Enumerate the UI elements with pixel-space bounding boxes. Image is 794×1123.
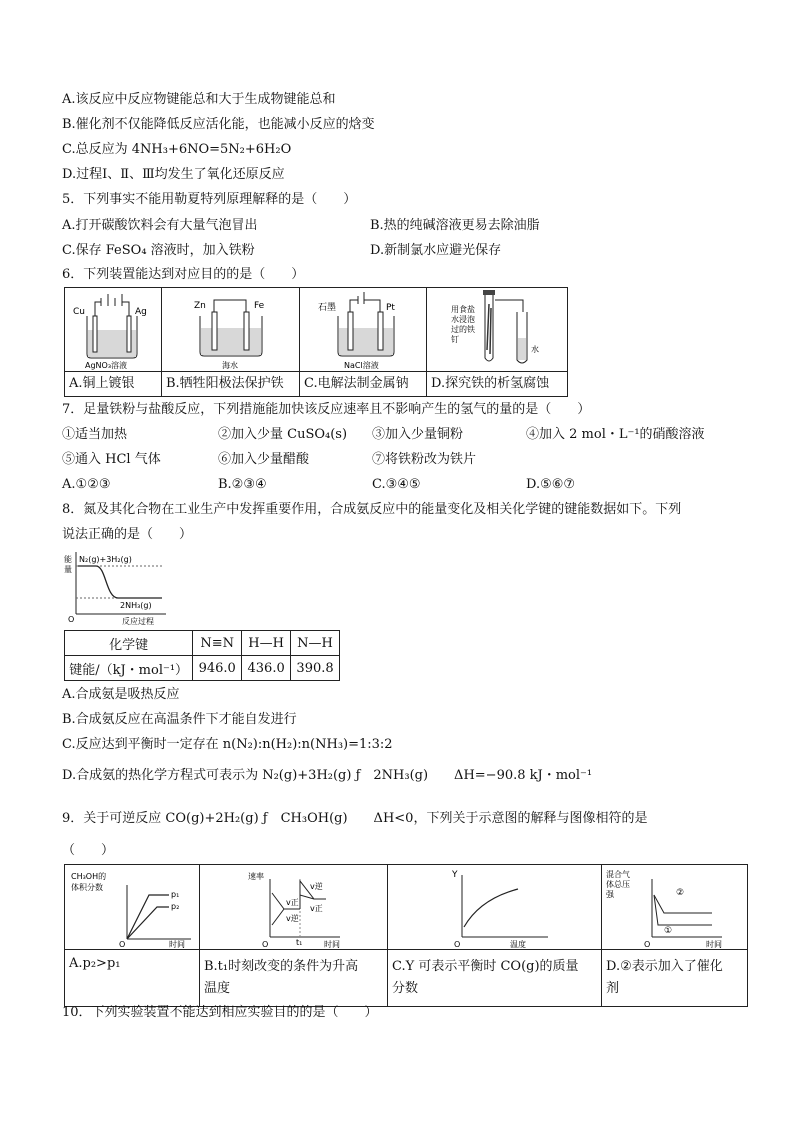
origin-label: O bbox=[454, 940, 461, 949]
time-axis-label: 时间 bbox=[706, 940, 722, 949]
q7-option-a: A.①②③ bbox=[62, 477, 111, 492]
q7-item-1: ①适当加热 bbox=[62, 427, 128, 442]
y-axis-label: Y bbox=[452, 870, 458, 880]
bond-nn: N≡N bbox=[193, 631, 242, 656]
pressure-axis-label-2: 体总压 bbox=[606, 880, 630, 889]
q6-stem: 6．下列装置能达到对应目的的是（ ） bbox=[62, 267, 305, 282]
product-label: 2NH₃(g) bbox=[120, 601, 152, 610]
q7-item-6: ⑥加入少量醋酸 bbox=[218, 452, 310, 467]
p1-label: p₁ bbox=[171, 890, 180, 899]
rate-time-graph bbox=[200, 865, 387, 949]
q6-figure-a bbox=[65, 288, 162, 372]
seawater-label: 海水 bbox=[222, 361, 238, 370]
bond-energy-table bbox=[64, 630, 340, 681]
q9-option-b bbox=[200, 950, 388, 1007]
pressure-axis-label-3: 强 bbox=[606, 890, 614, 899]
q8-option-d: D.合成氨的热化学方程式可表示为 N₂(g)+3H₂(g) ƒ 2NH₃(g) ΔH=−90.8 kJ・mol⁻¹ bbox=[62, 768, 593, 783]
v-reverse-label-2: v逆 bbox=[310, 882, 323, 891]
corrosion-test-figure bbox=[427, 288, 567, 371]
salt-water-label-2: 水浸泡 bbox=[451, 315, 475, 324]
q9-option-c-line1: C.Y 可表示平衡时 CO(g)的质量 bbox=[392, 959, 579, 974]
q4-option-d: D.过程Ⅰ、Ⅱ、Ⅲ均发生了氧化还原反应 bbox=[62, 167, 285, 182]
rate-axis-label: 速率 bbox=[248, 872, 264, 881]
q4-option-c: C.总反应为 4NH₃+6NO=5N₂+6H₂O bbox=[62, 142, 292, 157]
salt-water-label-4: 钉 bbox=[451, 335, 459, 344]
q8-option-c: C.反应达到平衡时一定存在 n(N₂):n(H₂):n(NH₃)=1:3:2 bbox=[62, 737, 393, 752]
v-forward-label-1: v正 bbox=[286, 898, 299, 907]
q9-graph-d bbox=[602, 865, 748, 950]
ch3oh-axis-label-1: CH₃OH的 bbox=[71, 872, 107, 881]
q9-option-a: A.p₂>p₁ bbox=[65, 950, 200, 1007]
q6-option-b: B.牺牲阳极法保护铁 bbox=[162, 372, 300, 397]
pressure-time-graph bbox=[602, 865, 747, 949]
q9-stem-line1: 9．关于可逆反应 CO(g)+2H₂(g) ƒ CH₃OH(g) ΔH<0，下列关于示意图的解释与图像相符的是 bbox=[62, 811, 648, 826]
reaction-axis-label: 反应过程 bbox=[122, 617, 154, 626]
q7-option-b: B.②③④ bbox=[218, 477, 267, 492]
temperature-axis-label: 温度 bbox=[510, 940, 526, 949]
v-reverse-label-1: v逆 bbox=[286, 914, 299, 923]
water-label: 水 bbox=[531, 345, 539, 354]
q5-option-a: A.打开碳酸饮料会有大量气泡冒出 bbox=[62, 218, 258, 233]
q5-stem: 5．下列事实不能用勒夏特列原理解释的是（ ） bbox=[62, 192, 357, 207]
q8-option-a: A.合成氨是吸热反应 bbox=[62, 687, 180, 702]
q6-option-d: D.探究铁的析氢腐蚀 bbox=[427, 372, 568, 397]
q5-option-b: B.热的纯碱溶液更易去除油脂 bbox=[370, 218, 540, 233]
salt-water-label-1: 用食盐 bbox=[451, 305, 475, 314]
origin-label: O bbox=[119, 940, 126, 949]
origin-label: O bbox=[68, 615, 75, 624]
q9-option-c bbox=[388, 950, 602, 1007]
q7-item-2: ②加入少量 CuSO₄(s) bbox=[218, 427, 348, 442]
q9-graph-c bbox=[388, 865, 602, 950]
q8-option-b: B.合成氨反应在高温条件下才能自发进行 bbox=[62, 712, 297, 727]
q6-figure-d bbox=[427, 288, 568, 372]
q9-graph-b bbox=[200, 865, 388, 950]
q5-option-c: C.保存 FeSO₄ 溶液时，加入铁粉 bbox=[62, 243, 255, 258]
q9-option-c-line2: 分数 bbox=[392, 981, 419, 996]
q6-apparatus-table bbox=[64, 287, 568, 397]
q9-option-d bbox=[602, 950, 748, 1007]
nacl-label: NaCl溶液 bbox=[344, 361, 379, 370]
energy-hh: 436.0 bbox=[242, 656, 291, 681]
q6-figure-c bbox=[300, 288, 427, 372]
q4-option-b: B.催化剂不仅能降低反应活化能，也能减小反应的焓变 bbox=[62, 117, 375, 132]
bond-nh: N—H bbox=[291, 631, 340, 656]
q9-graph-table bbox=[64, 864, 748, 1007]
q10-stem: 10．下列实验装置不能达到相应实验目的的是（ ） bbox=[62, 1005, 378, 1020]
ag-label: Ag bbox=[135, 307, 147, 317]
energy-nh: 390.8 bbox=[291, 656, 340, 681]
salt-water-label-3: 过的铁 bbox=[451, 325, 475, 334]
energy-nn: 946.0 bbox=[193, 656, 242, 681]
origin-label: O bbox=[262, 940, 269, 949]
graphite-label: 石墨 bbox=[318, 303, 337, 313]
zn-label: Zn bbox=[194, 301, 206, 311]
pt-label: Pt bbox=[386, 303, 395, 313]
q7-option-d: D.⑤⑥⑦ bbox=[526, 477, 576, 492]
q9-option-d-line2: 剂 bbox=[606, 981, 620, 996]
q9-option-d-line1: D.②表示加入了催化 bbox=[606, 959, 723, 974]
q9-stem-line2: （ ） bbox=[62, 843, 115, 858]
pressure-axis-label-1: 混合气 bbox=[606, 870, 630, 879]
q9-option-b-line1: B.t₁时刻改变的条件为升高 bbox=[204, 959, 359, 974]
energy-header: 键能/（kJ・mol⁻¹） bbox=[65, 656, 193, 681]
q8-stem-line1: 8．氮及其化合物在工业生产中发挥重要作用，合成氨反应中的能量变化及相关化学键的键能数据如下。下列 bbox=[62, 502, 682, 517]
agno3-label: AgNO₃溶液 bbox=[85, 361, 128, 370]
q6-figure-b bbox=[162, 288, 300, 372]
origin-label: O bbox=[644, 940, 651, 949]
q6-option-a: A.铜上镀银 bbox=[65, 372, 162, 397]
energy-axis-label-2: 量 bbox=[64, 565, 72, 574]
q7-stem: 7．足量铁粉与盐酸反应，下列措施能加快该反应速率且不影响产生的氢气的量的是（ ） bbox=[62, 402, 591, 417]
t1-label: t₁ bbox=[296, 938, 303, 947]
q4-option-a: A.该反应中反应物键能总和大于生成物键能总和 bbox=[62, 92, 336, 107]
volume-fraction-graph bbox=[65, 865, 199, 949]
cu-label: Cu bbox=[73, 307, 85, 317]
q5-option-d: D.新制氯水应避光保存 bbox=[370, 243, 502, 258]
v-forward-label-2: v正 bbox=[310, 904, 323, 913]
electrolysis-cell-figure bbox=[300, 288, 426, 371]
y-temperature-graph bbox=[388, 865, 601, 949]
q6-option-c: C.电解法制金属钠 bbox=[300, 372, 427, 397]
q9-graph-a bbox=[65, 865, 200, 950]
time-axis-label: 时间 bbox=[169, 940, 185, 949]
q7-item-4: ④加入 2 mol・L⁻¹的硝酸溶液 bbox=[526, 427, 705, 442]
bond-hh: H—H bbox=[242, 631, 291, 656]
bond-header: 化学键 bbox=[65, 631, 193, 656]
p2-label: p₂ bbox=[171, 902, 180, 911]
curve-1-label: ① bbox=[664, 926, 673, 936]
q8-energy-diagram bbox=[62, 548, 172, 628]
sacrificial-anode-figure bbox=[162, 288, 299, 371]
fe-label: Fe bbox=[254, 301, 265, 311]
electroplating-cell-figure bbox=[65, 288, 161, 371]
curve-2-label: ② bbox=[676, 888, 685, 898]
q8-stem-line2: 说法正确的是（ ） bbox=[62, 527, 193, 542]
q9-option-b-line2: 温度 bbox=[204, 981, 231, 996]
ch3oh-axis-label-2: 体积分数 bbox=[71, 883, 103, 892]
time-axis-label: 时间 bbox=[324, 940, 340, 949]
q7-item-3: ③加入少量铜粉 bbox=[372, 427, 464, 442]
q7-option-c: C.③④⑤ bbox=[372, 477, 421, 492]
q7-item-7: ⑦将铁粉改为铁片 bbox=[372, 452, 477, 467]
q7-item-5: ⑤通入 HCl 气体 bbox=[62, 452, 161, 467]
reactants-label: N₂(g)+3H₂(g) bbox=[79, 555, 132, 564]
energy-axis-label-1: 能 bbox=[64, 555, 72, 564]
